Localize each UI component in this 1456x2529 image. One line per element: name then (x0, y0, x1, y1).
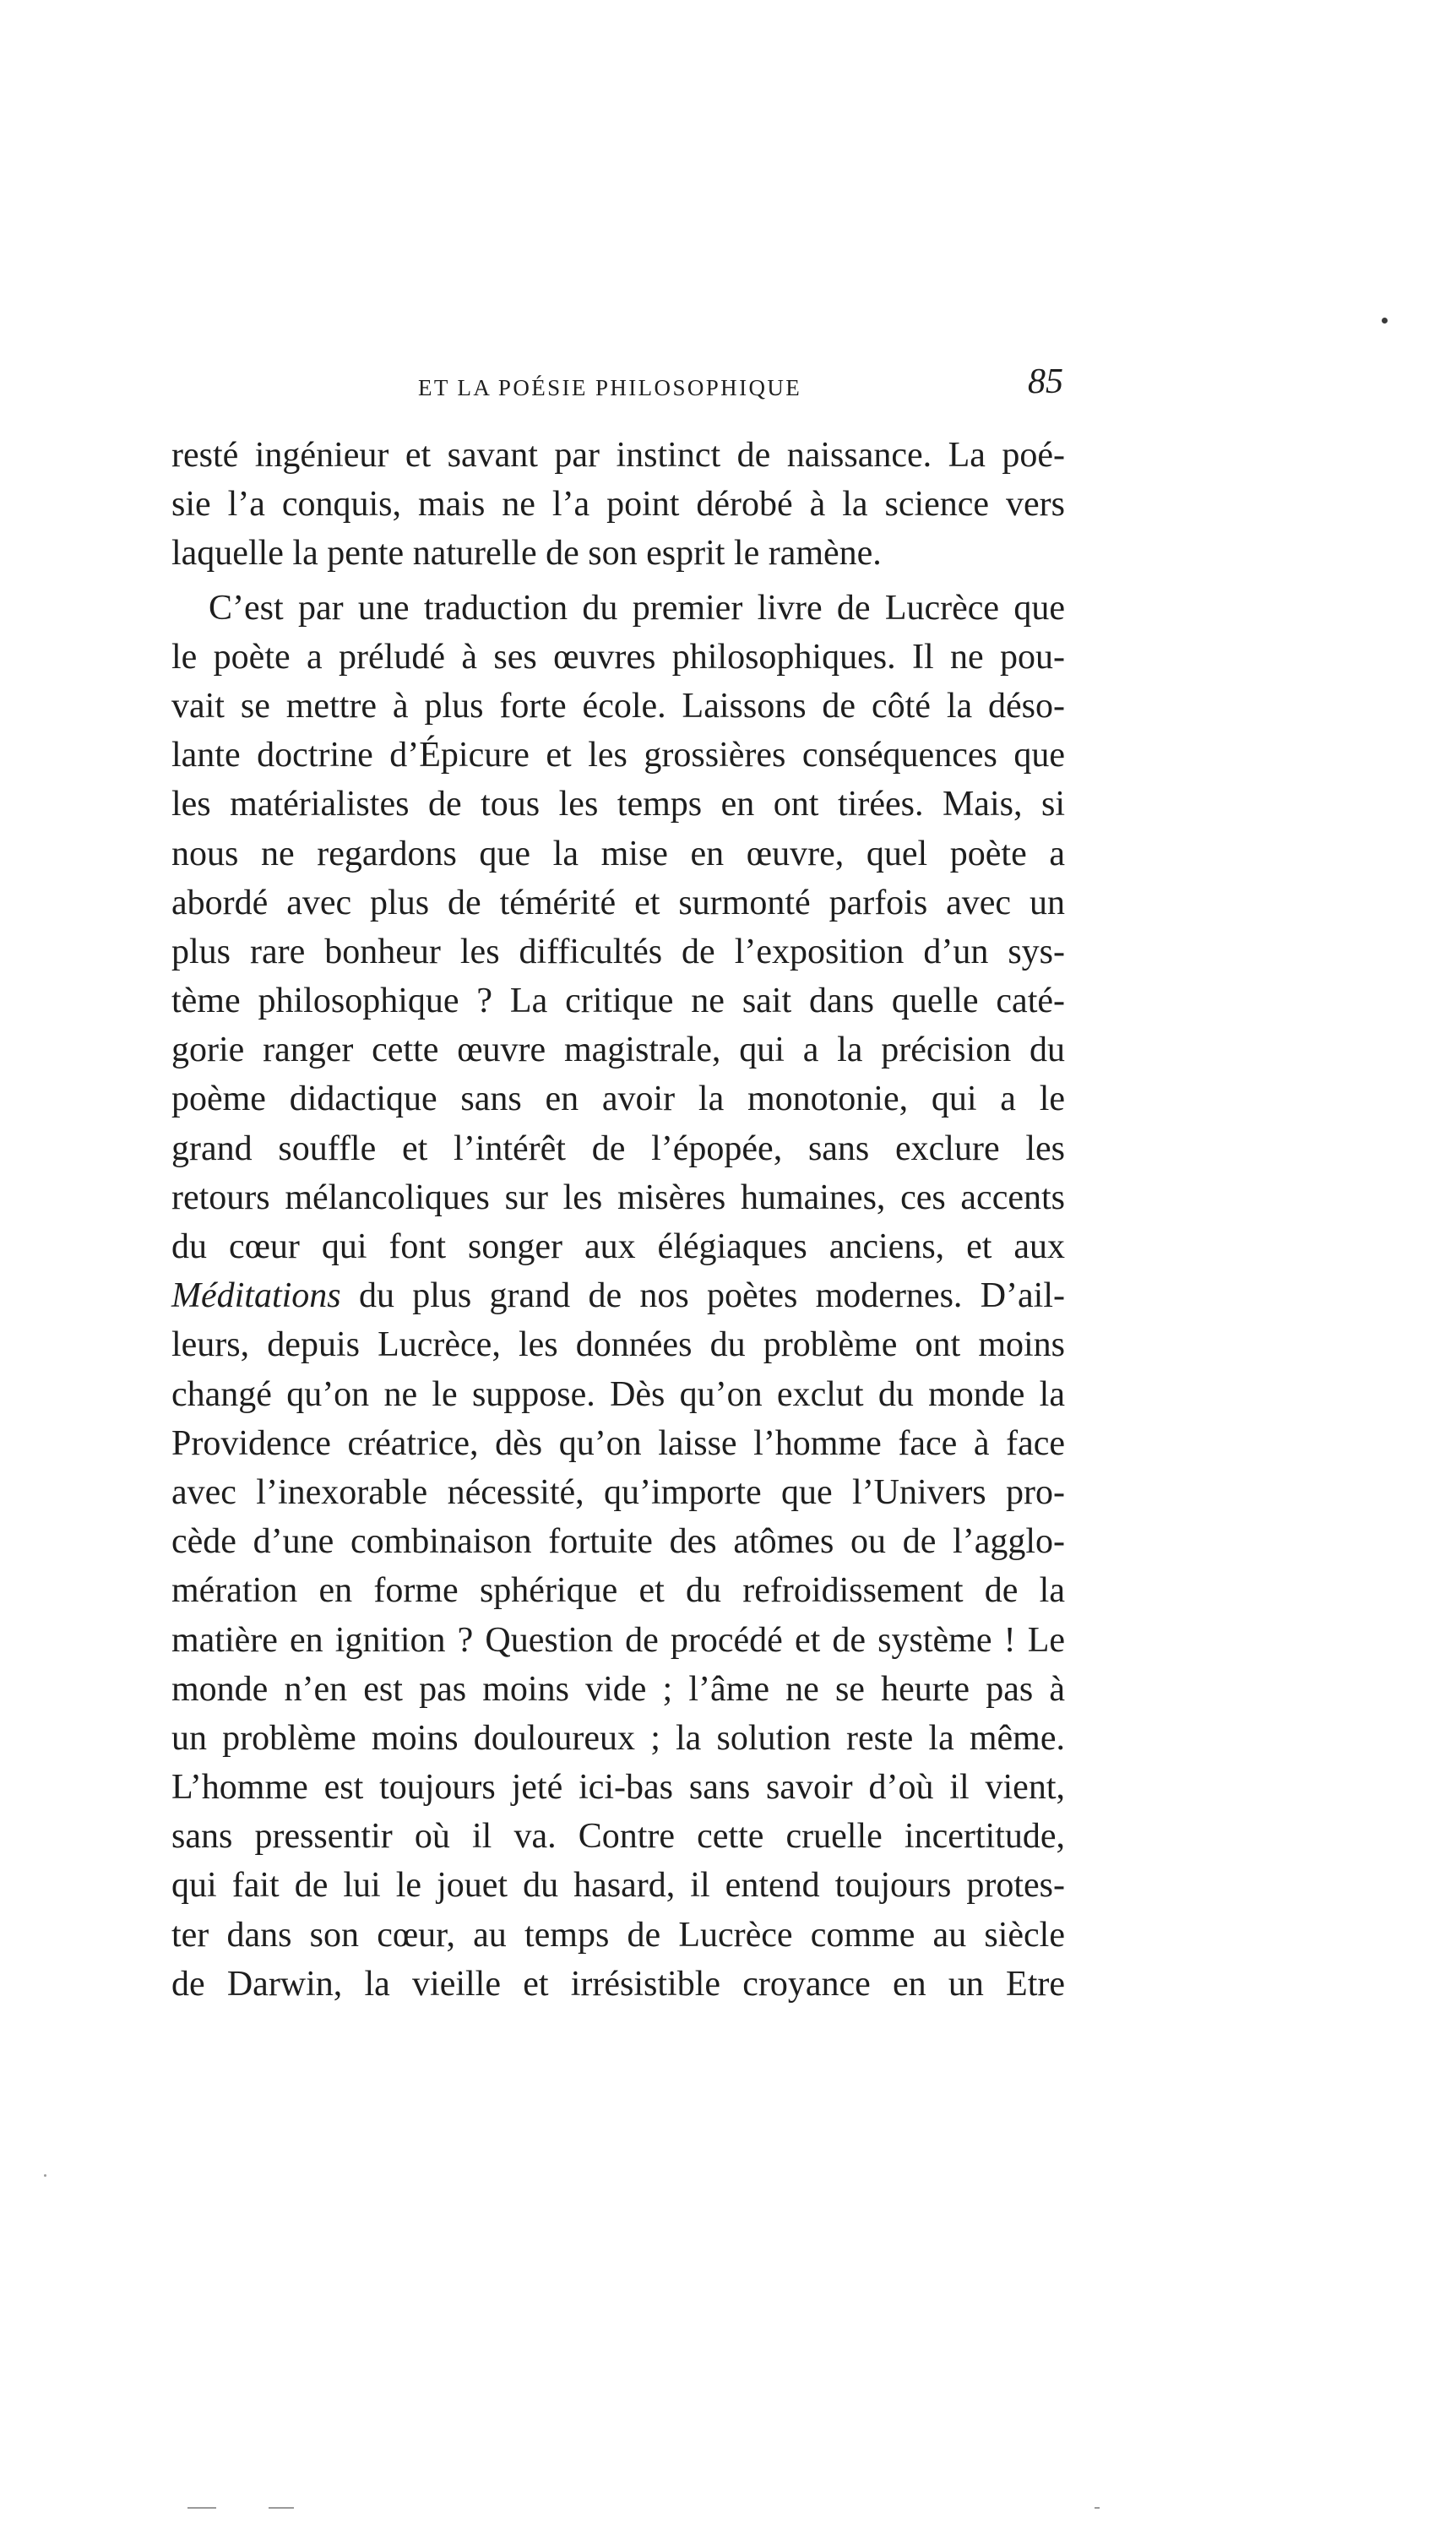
text-line: resté ingénieur et savant par instinct de naissance. La poé- (171, 436, 1065, 475)
text-line: monde n’en est pas moins vide ; l’âme ne se heurte pas à (171, 1669, 1065, 1709)
text-line: poème didactique sans en avoir la monotonie, qui a le (171, 1080, 1065, 1119)
text-line: vait se mettre à plus forte école. Laissons de côté la déso- (171, 686, 1065, 726)
text-line: leurs, depuis Lucrèce, les données du problème ont moins (171, 1325, 1065, 1365)
page-edge-mark (187, 2507, 216, 2509)
text-line: sans pressentir où il va. Contre cette cruelle incertitude, (171, 1817, 1065, 1857)
text-line: de Darwin, la vieille et irrésistible croyance en un Etre (171, 1964, 1065, 2004)
text-line: Providence créatrice, dès qu’on laisse l’homme face à face (171, 1423, 1065, 1463)
page-edge-mark (269, 2507, 294, 2509)
text-line: retours mélancoliques sur les misères humaines, ces accents (171, 1177, 1065, 1217)
text-line: nous ne regardons que la mise en œuvre, quel poète a (171, 834, 1065, 873)
running-title: ET LA POÉSIE PHILOSOPHIQUE (418, 375, 802, 400)
text-line: L’homme est toujours jeté ici-bas sans savoir d’où il vient, (171, 1768, 1065, 1808)
text-line: tème philosophique ? La critique ne sait dans quelle caté- (171, 982, 1065, 1021)
paragraph-first-line: C’est par une traduction du premier livre de Lucrèce que (209, 588, 1065, 628)
text-line: ter dans son cœur, au temps de Lucrèce comme au siècle (171, 1915, 1065, 1955)
text-line: changé qu’on ne le suppose. Dès qu’on exclut du monde la (171, 1374, 1065, 1414)
text-line: plus rare bonheur les difficultés de l’exposition d’un sys- (171, 932, 1065, 971)
running-head (173, 362, 1063, 412)
text-line: grand souffle et l’intérêt de l’épopée, sans exclure les (171, 1129, 1065, 1168)
ink-speck (44, 2174, 46, 2177)
text-line: un problème moins douloureux ; la solution reste la même. (171, 1718, 1065, 1758)
text-line: le poète a préludé à ses œuvres philosophiques. Il ne pou- (171, 637, 1065, 677)
page-number: 85 (1028, 362, 1063, 401)
ink-speck (1382, 318, 1388, 324)
text-line: qui fait de lui le jouet du hasard, il entend toujours protes- (171, 1866, 1065, 1906)
text-line: avec l’inexorable nécessité, qu’importe que l’Univers pro- (171, 1472, 1065, 1512)
text-line: gorie ranger cette œuvre magistrale, qui a la précision du (171, 1031, 1065, 1070)
text-line: mération en forme sphérique et du refroidissement de la (171, 1571, 1065, 1611)
text-line: abordé avec plus de témérité et surmonté parfois avec un (171, 883, 1065, 922)
text-line: lante doctrine d’Épicure et les grossières conséquences que (171, 736, 1065, 775)
text-line: les matérialistes de tous les temps en ont tirées. Mais, si (171, 785, 1065, 824)
text-line-rest: du plus grand de nos poètes modernes. D’ail- (358, 1276, 1065, 1316)
text-line: cède d’une combinaison fortuite des atômes ou de l’agglo- (171, 1522, 1065, 1562)
text-line-with-title (171, 1271, 1065, 1320)
page-edge-mark (1095, 2507, 1100, 2509)
text-line: laquelle la pente naturelle de son esprit le ramène. (171, 534, 882, 574)
italic-title: Méditations (171, 1276, 341, 1316)
text-line: sie l’a conquis, mais ne l’a point dérobé à la science vers (171, 485, 1065, 525)
text-line: matière en ignition ? Question de procédé et de système ! Le (171, 1620, 1065, 1660)
text-line: du cœur qui font songer aux élégiaques anciens, et aux (171, 1227, 1065, 1266)
body-text (171, 431, 1065, 2009)
